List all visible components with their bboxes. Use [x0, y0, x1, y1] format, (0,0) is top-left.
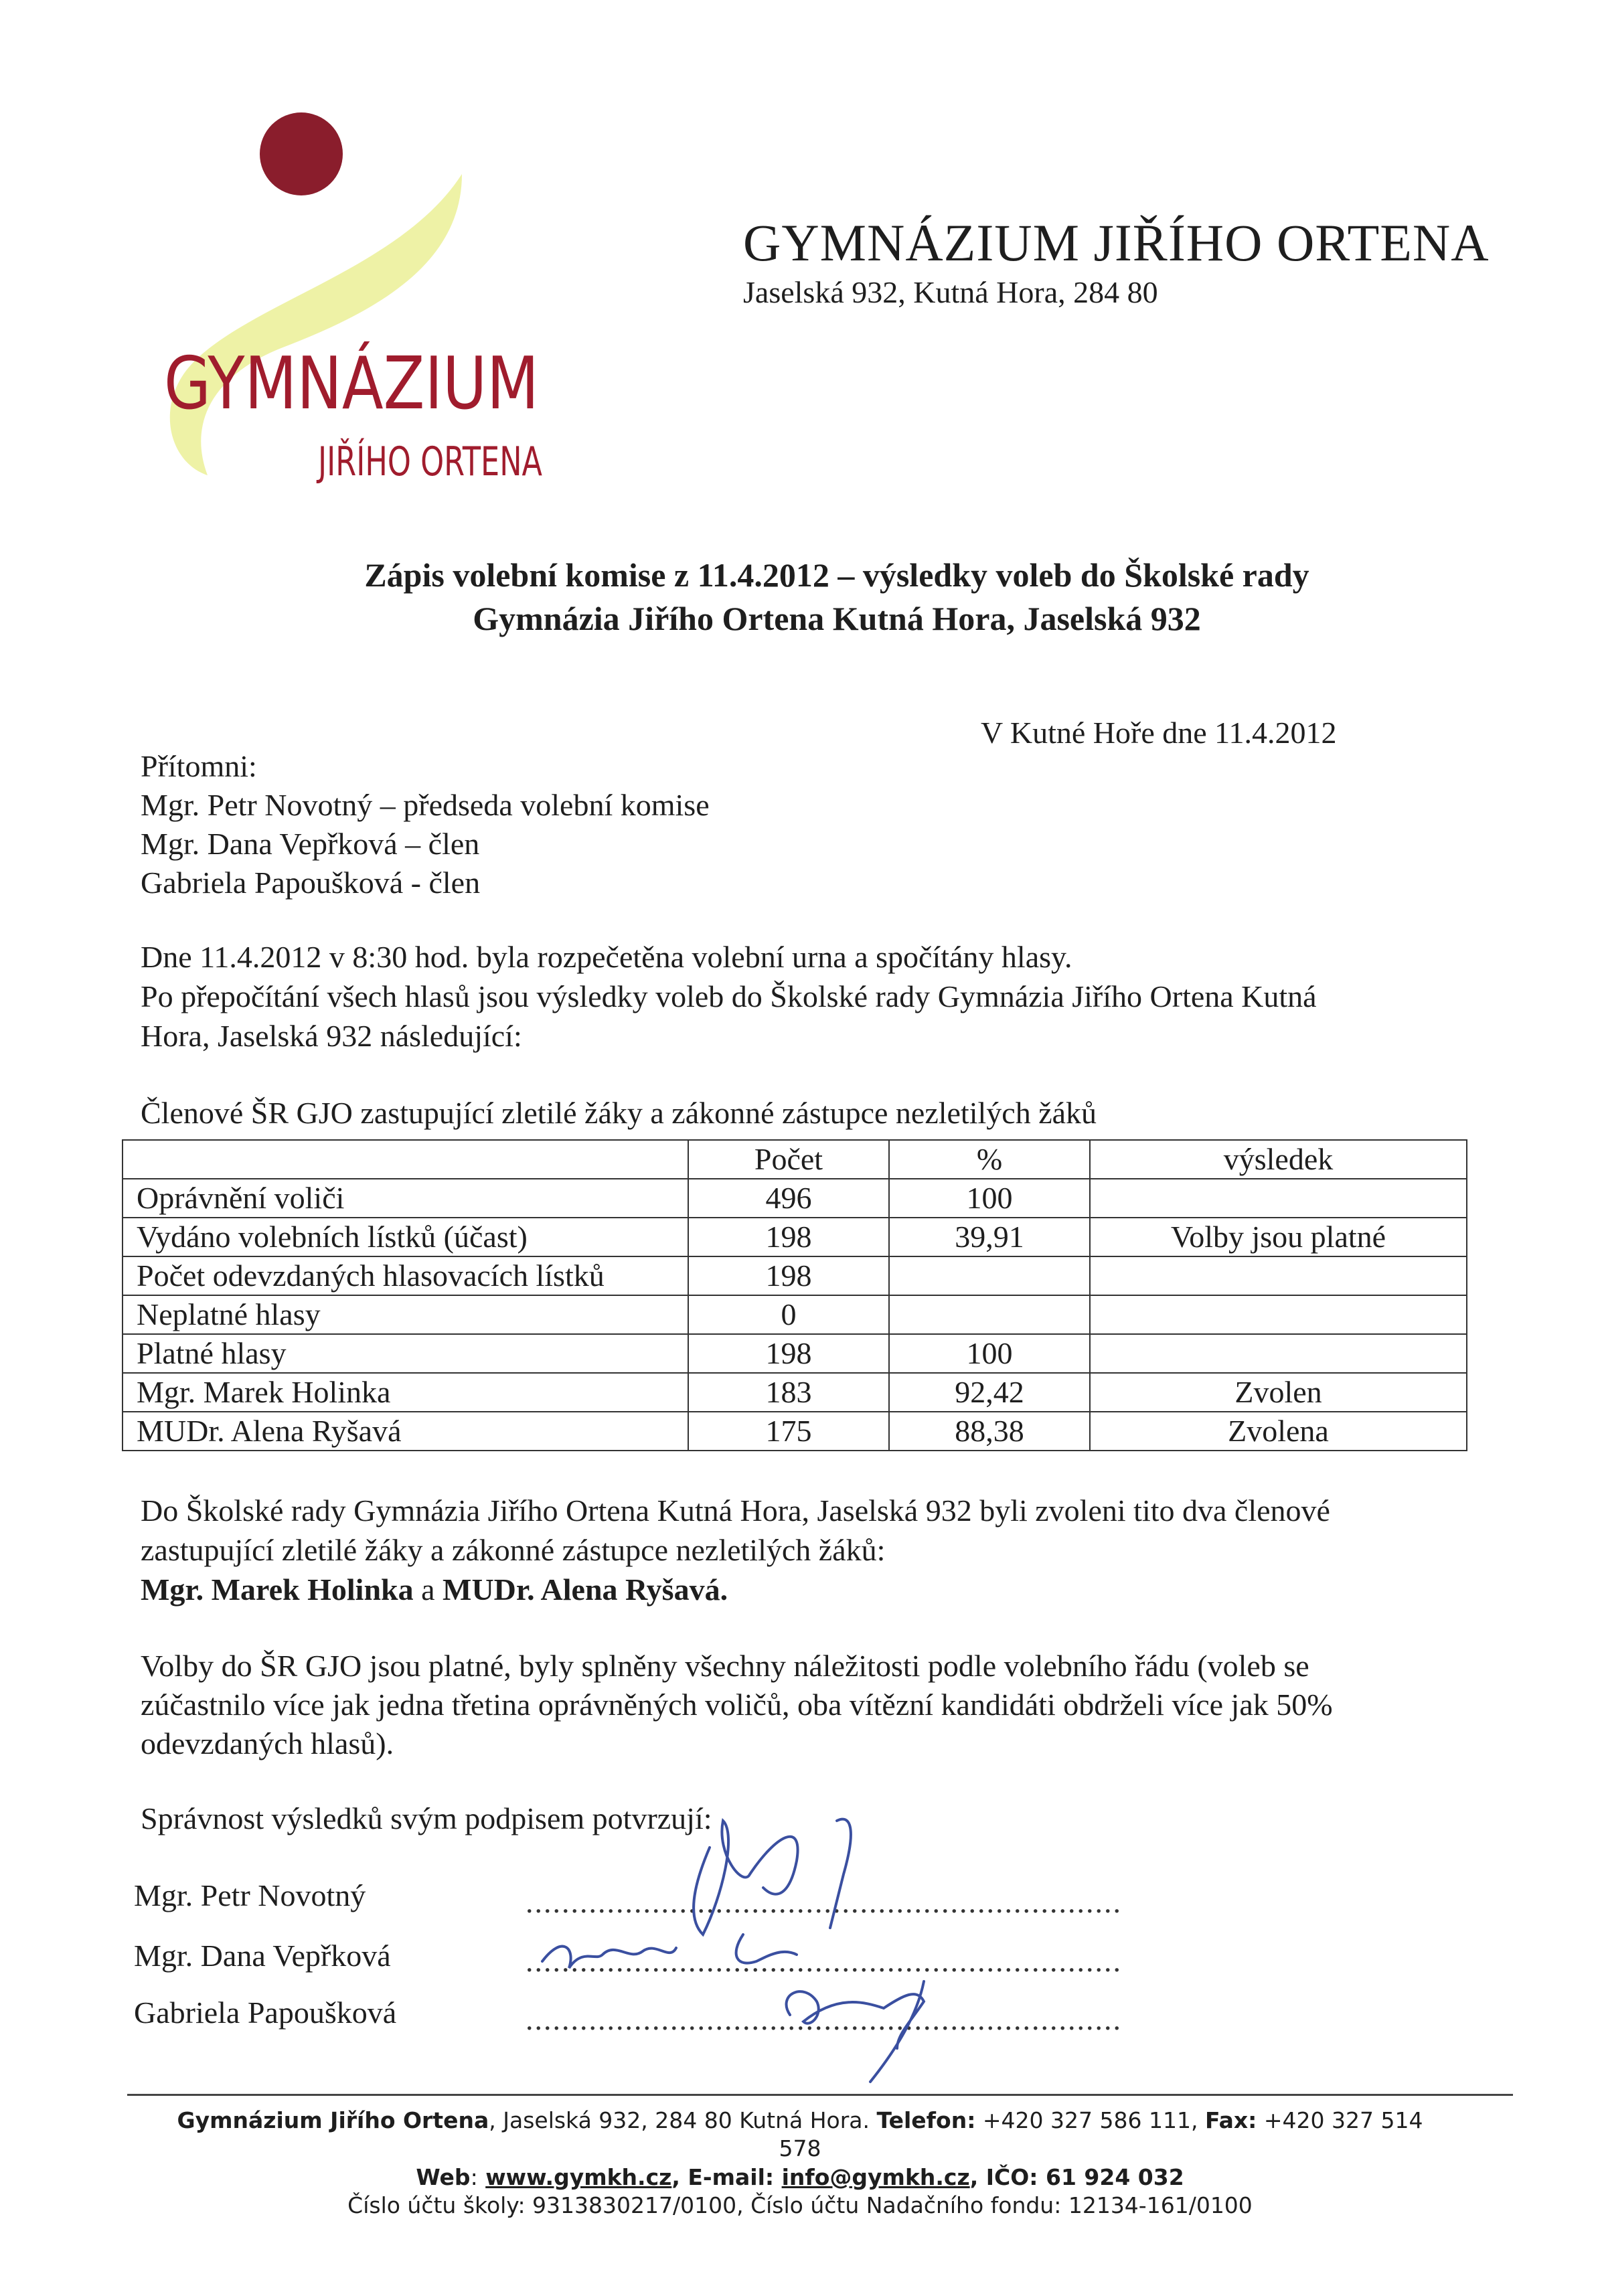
table-cell: 198: [688, 1334, 889, 1373]
signer-1-name: Mgr. Petr Novotný: [134, 1878, 366, 1912]
elected-member-2: MUDr. Alena Ryšavá.: [443, 1572, 728, 1607]
header-cell: výsledek: [1090, 1140, 1467, 1179]
footer-phone-label: Telefon:: [876, 2107, 976, 2133]
table-cell: 100: [889, 1334, 1090, 1373]
table-cell: 198: [688, 1256, 889, 1295]
table-cell: [889, 1295, 1090, 1334]
document-title-line2: Gymnázia Jiřího Ortena Kutná Hora, Jaselská 932: [473, 600, 1201, 637]
table-cell: [1090, 1295, 1467, 1334]
table-cell: 92,42: [889, 1373, 1090, 1412]
school-logo: [114, 100, 621, 502]
footer-ico-label: , IČO:: [969, 2164, 1038, 2190]
intro-line1: Dne 11.4.2012 v 8:30 hod. byla rozpečetěna volební urna a spočítány hlasy.: [141, 940, 1072, 974]
table-cell: MUDr. Alena Ryšavá: [123, 1412, 688, 1451]
results-table: [122, 1139, 1467, 1451]
handwritten-signatures: [522, 1794, 1031, 2088]
signature-3: [787, 1981, 924, 2082]
validity-line2: zúčastnilo více jak jedna třetina oprávněných voličů, oba vítězní kandidáti obdrželi více jak 50%: [141, 1688, 1333, 1722]
table-cell: Zvolen: [1090, 1373, 1467, 1412]
table-row: [123, 1218, 1467, 1256]
result-line1: Do Školské rady Gymnázia Jiřího Ortena Kutná Hora, Jaselská 932 byli zvoleni tito dva členové: [141, 1493, 1330, 1528]
table-cell: [889, 1256, 1090, 1295]
signer-3-name: Gabriela Papoušková: [134, 1995, 397, 2030]
elected-members: [141, 1572, 728, 1607]
table-cell: 496: [688, 1179, 889, 1218]
footer-ico: 61 924 032: [1045, 2164, 1184, 2190]
validity-line1: Volby do ŠR GJO jsou platné, byly splněny všechny náležitosti podle volebního řádu (voleb se: [141, 1649, 1309, 1683]
table-cell: Volby jsou platné: [1090, 1218, 1467, 1256]
school-name: GYMNÁZIUM JIŘÍHO ORTENA: [743, 214, 1490, 272]
footer-school: Gymnázium Jiřího Ortena: [177, 2107, 489, 2133]
footer-accounts: Číslo účtu školy: 9313830217/0100, Číslo účtu Nadačního fondu: 12134-161/0100: [347, 2192, 1253, 2218]
table-row: [123, 1256, 1467, 1295]
elected-member-1: Mgr. Marek Holinka: [141, 1572, 414, 1607]
signature-line-1: ..................................................................: [526, 1885, 1122, 1919]
table-cell: Počet odevzdaných hlasovacích lístků: [123, 1256, 688, 1295]
table-header-row: [123, 1140, 1467, 1179]
footer-fax-label: Fax:: [1204, 2107, 1257, 2133]
footer-email-link[interactable]: info@gymkh.cz: [781, 2164, 970, 2190]
intro-line3: Hora, Jaselská 932 následující:: [141, 1019, 522, 1053]
table-caption: Členové ŠR GJO zastupující zletilé žáky a zákonné zástupce nezletilých žáků: [141, 1096, 1097, 1130]
intro-line2: Po přepočítání všech hlasů jsou výsledky voleb do Školské rady Gymnázia Jiřího Ortena Kutná: [141, 979, 1317, 1013]
signer-2-name: Mgr. Dana Vepřková: [134, 1939, 391, 1973]
logo-text-sub: JIŘÍHO ORTENA: [318, 438, 621, 485]
table-cell: Platné hlasy: [123, 1334, 688, 1373]
elected-conjunction: a: [421, 1572, 435, 1607]
footer-web-link[interactable]: www.gymkh.cz: [485, 2164, 672, 2190]
logo-swoosh: [170, 174, 462, 475]
table-cell: 0: [688, 1295, 889, 1334]
footer-web-label: Web: [416, 2164, 471, 2190]
footer-fax-continued: 578: [779, 2135, 821, 2161]
document-title-line1: Zápis volební komise z 11.4.2012 – výsledky voleb do Školské rady: [364, 556, 1309, 594]
table-row: [123, 1373, 1467, 1412]
header-cell: %: [889, 1140, 1090, 1179]
signature-1: [694, 1819, 851, 1935]
attendee-3: Gabriela Papoušková - člen: [141, 866, 481, 900]
signature-line-3: ..................................................................: [526, 2002, 1122, 2036]
table-row: [123, 1295, 1467, 1334]
footer-phone: +420 327 586 111,: [982, 2107, 1198, 2133]
table-cell: 183: [688, 1373, 889, 1412]
signature-intro: Správnost výsledků svým podpisem potvrzují:: [141, 1801, 712, 1835]
table-row: [123, 1412, 1467, 1451]
table-cell: 175: [688, 1412, 889, 1451]
place-date: V Kutné Hoře dne 11.4.2012: [981, 716, 1337, 750]
table-cell: Neplatné hlasy: [123, 1295, 688, 1334]
validity-line3: odevzdaných hlasů).: [141, 1726, 394, 1760]
footer-email-label: , E-mail:: [671, 2164, 775, 2190]
table-cell: Mgr. Marek Holinka: [123, 1373, 688, 1412]
signature-line-2: ..................................................................: [526, 1944, 1122, 1978]
attendee-1: Mgr. Petr Novotný – předseda volební komise: [141, 788, 710, 822]
table-cell: Vydáno volebních lístků (účast): [123, 1218, 688, 1256]
result-line2: zastupující zletilé žáky a zákonné zástupce nezletilých žáků:: [141, 1533, 886, 1567]
header-cell: Počet: [688, 1140, 889, 1179]
logo-text-main: GYMNÁZIUM: [164, 342, 613, 426]
footer-line2: [121, 2164, 1480, 2190]
table-cell: 88,38: [889, 1412, 1090, 1451]
table-cell: 39,91: [889, 1218, 1090, 1256]
attendee-2: Mgr. Dana Vepřková – člen: [141, 827, 480, 861]
logo-dot: [260, 112, 343, 195]
footer-line1: [121, 2107, 1480, 2133]
table-cell: [1090, 1334, 1467, 1373]
table-cell: Oprávnění voliči: [123, 1179, 688, 1218]
table-row: [123, 1179, 1467, 1218]
attendees-label: Přítomni:: [141, 749, 257, 783]
footer-address: , Jaselská 932, 284 80 Kutná Hora.: [489, 2107, 870, 2133]
table-row: [123, 1334, 1467, 1373]
footer-fax: +420 327 514: [1263, 2107, 1423, 2133]
table-cell: 198: [688, 1218, 889, 1256]
table-cell: Zvolena: [1090, 1412, 1467, 1451]
footer-divider: [127, 2094, 1513, 2096]
table-cell: [1090, 1179, 1467, 1218]
table-cell: 100: [889, 1179, 1090, 1218]
footer-web-colon: :: [470, 2164, 478, 2190]
table-cell: [1090, 1256, 1467, 1295]
signature-2: [542, 1935, 797, 1968]
school-address: Jaselská 932, Kutná Hora, 284 80: [743, 275, 1158, 309]
header-cell: [123, 1140, 688, 1179]
